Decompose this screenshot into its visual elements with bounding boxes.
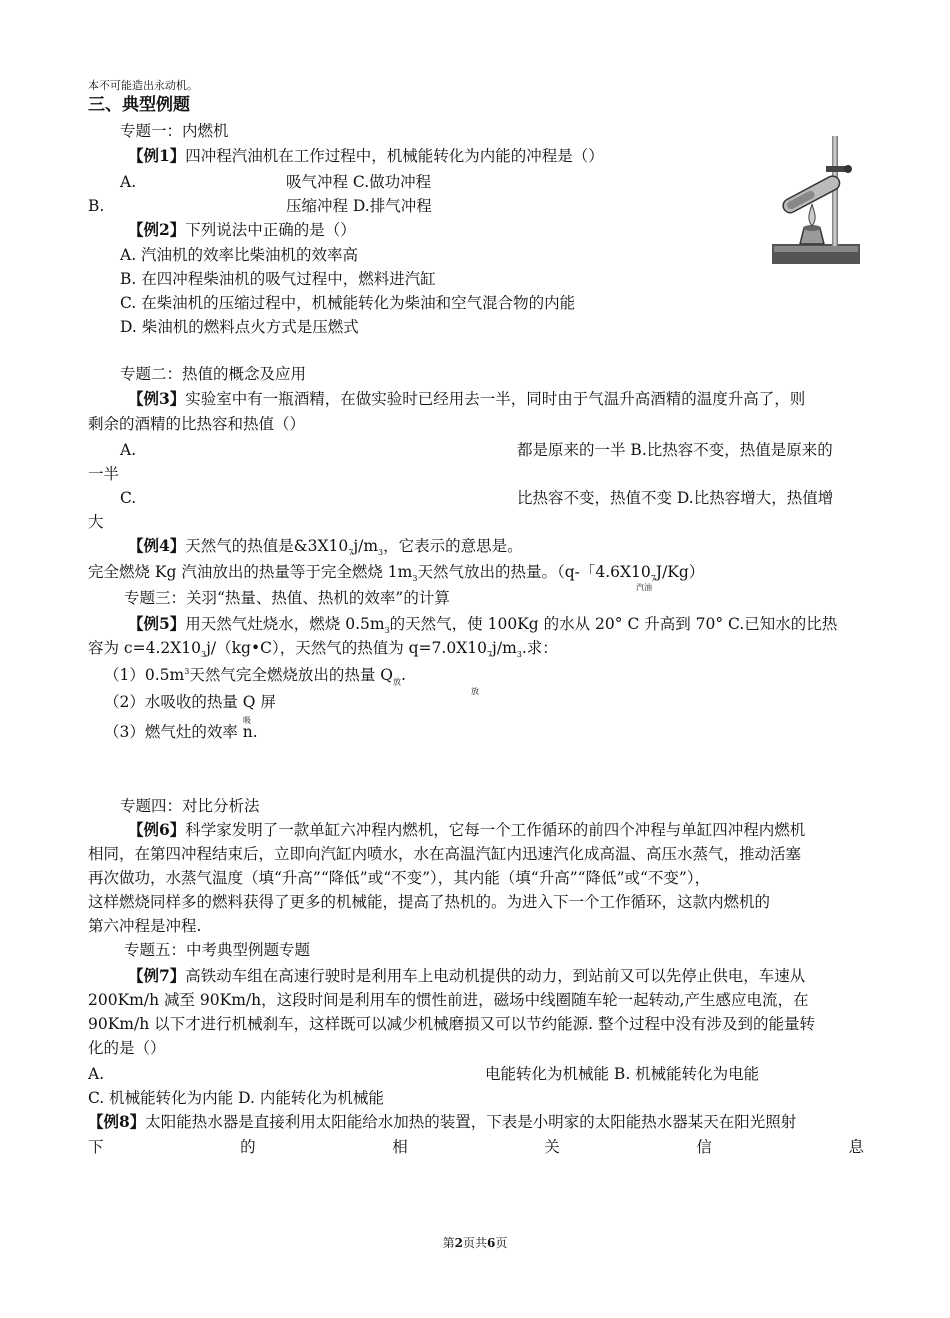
lab-apparatus-illustration bbox=[768, 132, 864, 268]
example-1-tag: 【例1】 bbox=[128, 146, 186, 165]
example-4-tail: ，它表示的意思是。 bbox=[383, 537, 523, 555]
example-5-q1-a: （1）0.5m bbox=[104, 666, 185, 685]
example-7-option-a-label: A. bbox=[88, 1065, 105, 1083]
topic4-heading: 专题四：对比分析法 bbox=[120, 797, 260, 815]
example-2-option-b: B. 在四冲程柴油机的吸气过程中，燃料进汽缸 bbox=[120, 270, 436, 288]
example-6-line1 bbox=[128, 820, 805, 840]
example-4-stem bbox=[128, 536, 523, 563]
example-2-option-a: A. 汽油机的效率比柴油机的效率高 bbox=[120, 246, 359, 264]
example-5-float-label: 放 bbox=[471, 687, 479, 696]
example-3-option-c-cont: 大 bbox=[88, 513, 104, 531]
example-6-text: 科学家发明了一款单缸六冲程内燃机，它每一个工作循环的前四个冲程与单缸四冲程内燃机 bbox=[185, 821, 806, 839]
example-5-line2-exp3: 3 bbox=[516, 650, 522, 660]
footer-mid: 页共 bbox=[462, 1236, 487, 1250]
example-8-word: 相 bbox=[392, 1138, 408, 1156]
example-5-q1-c: . bbox=[400, 666, 406, 685]
example-1-option-a-text: 吸气冲程 C.做功冲程 bbox=[286, 173, 432, 191]
example-5-text-b: 的天然气，使 100Kg 的水从 20° C 升高到 70° C.已知水的比热 bbox=[389, 615, 838, 633]
example-1-text: 四冲程汽油机在工作过程中，机械能转化为内能的冲程是（） bbox=[185, 147, 604, 165]
topic1-heading: 专题一：内燃机 bbox=[120, 122, 229, 140]
footer-pre: 第 bbox=[442, 1236, 455, 1250]
example-5-text-a: 用天然气灶烧水，燃烧 0.5m bbox=[185, 615, 385, 633]
section-title: 三、典型例题 bbox=[88, 95, 190, 115]
example-1-stem bbox=[128, 146, 604, 166]
example-5-line2-d: .求： bbox=[521, 639, 558, 657]
topic2-heading: 专题二：热值的概念及应用 bbox=[120, 365, 307, 383]
example-5-q1-exp: 3 bbox=[184, 667, 190, 676]
example-5-q1-b: 天然气完全燃烧放出的热量 Q bbox=[189, 666, 393, 685]
intro-line: 本不可能造出永动机。 bbox=[88, 79, 198, 92]
example-4-line2 bbox=[88, 562, 704, 589]
example-7-line3: 90Km/h 以下才进行机械刹车，这样既可以减少机械磨损又可以节约能源. 整个过程中没有涉及到的能量转 bbox=[88, 1015, 815, 1033]
example-6-tag: 【例6】 bbox=[128, 820, 186, 839]
example-2-option-d: D. 柴油机的燃料点火方式是压燃式 bbox=[120, 318, 359, 336]
example-3-option-c-label: C. bbox=[120, 489, 137, 507]
footer-total-pages: 6 bbox=[487, 1236, 496, 1250]
example-5-line2-a: 容为 c=4.2X10 bbox=[88, 639, 202, 657]
example-1-option-b-text: 压缩冲程 D.排气冲程 bbox=[286, 197, 432, 215]
example-3-text: 实验室中有一瓶酒精，在做实验时已经用去一半，同时由于气温升高酒精的温度升高了，则 bbox=[185, 390, 806, 408]
example-3-option-a-cont: 一半 bbox=[88, 465, 120, 483]
example-7-line2: 200Km/h 减至 90Km/h，这段时间是利用车的惯性前进，磁场中线圈随车轮一起转动,产生感应电流，在 bbox=[88, 991, 809, 1009]
example-4-line2-a: 完全燃烧 Kg 汽油放出的热量等于完全燃烧 1m bbox=[88, 563, 413, 581]
example-8-text: 太阳能热水器是直接利用太阳能给水加热的装置，下表是小明家的太阳能热水器某天在阳光照射 bbox=[145, 1113, 797, 1131]
example-2-text: 下列说法中正确的是（） bbox=[185, 221, 356, 239]
example-5-q1-sub: 放 bbox=[392, 677, 401, 687]
example-5-question-3: （3）燃气灶的效率 n. bbox=[104, 723, 258, 741]
topic5-heading: 专题五：中考典型例题专题 bbox=[124, 941, 311, 959]
topic3-heading: 专题三：关羽“热量、热值、热机的效率”的计算 bbox=[124, 589, 450, 607]
example-7-line4: 化的是（） bbox=[88, 1039, 166, 1057]
example-8-tag: 【例8】 bbox=[88, 1112, 146, 1131]
example-6-line5: 第六冲程是冲程. bbox=[88, 917, 202, 935]
example-5-line2-exp: 3 bbox=[201, 650, 207, 660]
example-7-tag: 【例7】 bbox=[128, 966, 186, 985]
example-3-stem-line2: 剩余的酒精的比热容和热值（） bbox=[88, 415, 306, 433]
footer-post: 页 bbox=[495, 1236, 508, 1250]
example-4-sub-label: 汽油 bbox=[636, 583, 652, 592]
example-5-exp: 3 bbox=[384, 626, 390, 636]
example-1-option-b-label: B. bbox=[88, 197, 105, 215]
example-3-tag: 【例3】 bbox=[128, 389, 186, 408]
example-8-word: 下 bbox=[88, 1138, 104, 1156]
example-4-text: 天然气的热值是&3X10 bbox=[185, 537, 349, 555]
example-2-stem bbox=[128, 220, 356, 240]
example-3-option-c-text: 比热容不变，热值不变 D.比热容增大，热值增 bbox=[517, 489, 834, 507]
example-5-q2-sub: 吸 bbox=[243, 716, 251, 725]
example-8-word: 信 bbox=[696, 1138, 712, 1156]
example-3-option-a-label: A. bbox=[120, 441, 137, 459]
example-6-line2: 相同，在第四冲程结束后，立即向汽缸内喷水，水在高温汽缸内迅速汽化成高温、高压水蒸气，推动活塞 bbox=[88, 845, 802, 863]
example-2-option-c: C. 在柴油机的压缩过程中，机械能转化为柴油和空气混合物的内能 bbox=[120, 294, 576, 312]
footer-page-number: 2 bbox=[454, 1236, 463, 1250]
example-4-exp: 7 bbox=[348, 548, 354, 558]
example-7-option-c: C. 机械能转化为内能 D. 内能转化为机械能 bbox=[88, 1089, 384, 1107]
example-5-question-2: （2）水吸收的热量 Q 屏 bbox=[104, 693, 276, 711]
example-4-unit-exp: 3 bbox=[378, 548, 384, 558]
page-footer bbox=[0, 1234, 950, 1251]
example-4-unit: j/m bbox=[353, 537, 379, 555]
example-4-tag: 【例4】 bbox=[128, 536, 186, 555]
example-8-line1 bbox=[88, 1112, 796, 1132]
example-4-line2-exp: 3 bbox=[412, 574, 418, 584]
example-8-word: 的 bbox=[240, 1138, 256, 1156]
example-5-tag: 【例5】 bbox=[128, 614, 186, 633]
example-2-tag: 【例2】 bbox=[128, 220, 186, 239]
example-3-stem-line1 bbox=[128, 389, 805, 409]
example-1-option-a-label: A. bbox=[120, 173, 137, 191]
example-5-line2-c: j/m bbox=[492, 639, 517, 657]
example-7-option-a-text: 电能转化为机械能 B. 机械能转化为电能 bbox=[485, 1065, 760, 1083]
example-8-line2 bbox=[88, 1137, 864, 1157]
example-8-word: 关 bbox=[544, 1138, 560, 1156]
example-3-option-a-text: 都是原来的一半 B.比热容不变，热值是原来的 bbox=[517, 441, 833, 459]
example-5-line2-exp2: 7 bbox=[486, 650, 493, 660]
example-8-word: 息 bbox=[848, 1138, 864, 1156]
example-5-question-1 bbox=[104, 662, 406, 692]
example-7-line1 bbox=[128, 966, 805, 986]
example-6-line3: 再次做功，水蒸气温度（填“升高”“降低”或“不变”），其内能（填“升高”“降低”或“不变”）， bbox=[88, 869, 711, 887]
example-4-line2-exp2: 7 bbox=[650, 574, 656, 584]
example-7-text: 高铁动车组在高速行驶时是利用车上电动机提供的动力，到站前又可以先停止供电，车速从 bbox=[185, 967, 806, 985]
example-4-line2-tail: J/Kg） bbox=[655, 563, 705, 581]
example-6-line4: 这样燃烧同样多的燃料获得了更多的机械能，提高了热机的。为进入下一个工作循环，这款内燃机的 bbox=[88, 893, 771, 911]
example-5-line2-b: j/（kg•C），天然气的热值为 q=7.0X10 bbox=[206, 639, 487, 657]
example-4-line2-b: 天然气放出的热量。（q-「4.6X10 bbox=[417, 563, 651, 581]
